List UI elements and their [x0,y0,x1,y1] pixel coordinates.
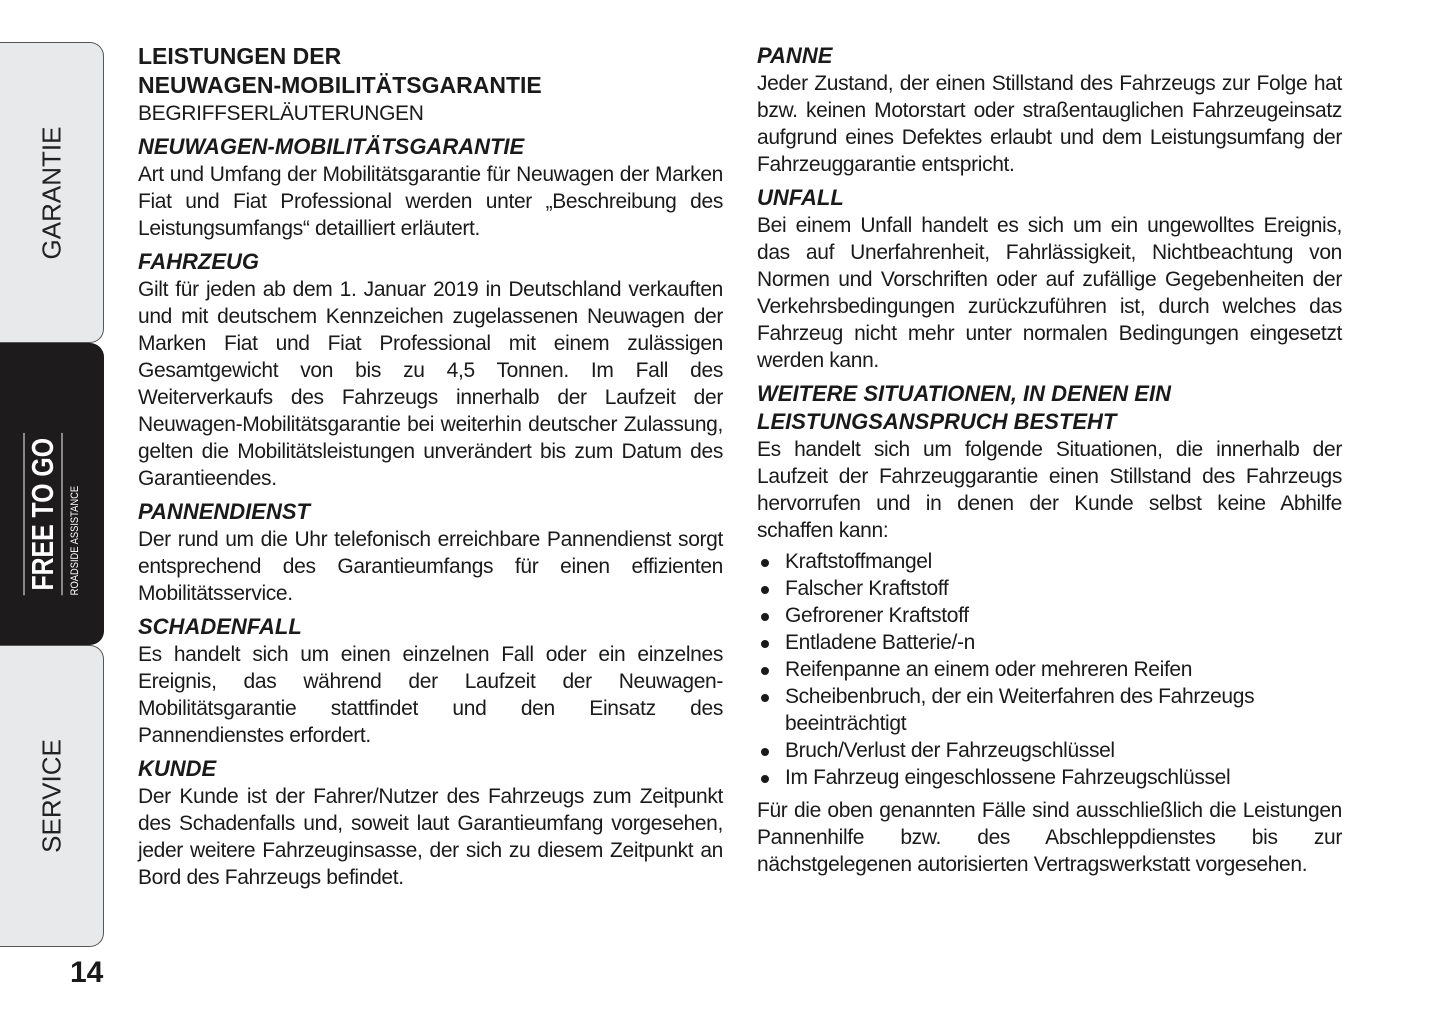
list-item: Falscher Kraftstoff [757,575,1342,602]
title-line-1: LEISTUNGEN DER [138,43,342,69]
situations-list [757,548,1342,791]
tab-free-to-go-label: FREE TO GO [23,433,63,595]
section-text: Der Kunde ist der Fahrer/Nutzer des Fahrzeugs zum Zeitpunkt des Schadenfalls und, soweit laut Garantieumfang vorgesehen, jeder weitere Fahrzeuginsasse, der sich zu diesem Zeitpunkt an Bord des Fahrzeugs befindet. [138,785,723,889]
right-column [757,42,1342,882]
title-line-2: NEUWAGEN-MOBILITÄTSGARANTIE [138,72,542,98]
situations-heading-2: LEISTUNGSANSPRUCH BESTEHT [757,409,1117,434]
list-item: Bruch/Verlust der Fahrzeugschlüssel [757,737,1342,764]
section-heading: SCHADENFALL [138,614,302,639]
tab-garantie-label: GARANTIE [36,126,67,259]
subtitle: BEGRIFFSERLÄUTERUNGEN [138,102,424,125]
situations-intro: Es handelt sich um folgende Situationen, die innerhalb der Laufzeit der Fahrzeuggarantie einen Stillstand des Fahrzeugs hervorrufen und in denen der Kunde selbst keine Abhilfe schaffen kann: [757,438,1342,542]
section-text: Gilt für jeden ab dem 1. Januar 2019 in Deutschland verkauften und mit deutschem Kennzeichen zugelassenen Neuwagen der Marken Fiat und Fiat Professional mit einem zulässigen Gesamtgewicht von bis zu 4,5 Tonnen. Im Fall des Weiterverkaufs des Fahrzeugs innerhalb der Laufzeit der Neuwagen-Mobilitätsgarantie bei weiterhin deutscher Zulassung, gelten die Mobilitätsleistungen unverändert bis zum Datum des Garantieendes. [138,278,723,490]
situations-heading-1: WEITERE SITUATIONEN, IN DENEN EIN [757,381,1171,406]
section-heading: FAHRZEUG [138,249,259,274]
situations-closing: Für die oben genannten Fälle sind ausschließlich die Leistungen Pannenhilfe bzw. des Abschleppdienstes bis zur nächstgelegenen autorisierten Vertragswerkstatt vorgesehen. [757,799,1342,876]
tab-service-label: SERVICE [36,739,67,853]
list-item: Scheibenbruch, der ein Weiterfahren des Fahrzeugs beeinträchtigt [757,683,1342,737]
section-text: Der rund um die Uhr telefonisch erreichbare Pannendienst sorgt entsprechend des Garantieumfangs für einen effizienten Mobilitätsservice. [138,528,723,605]
list-item: Gefrorener Kraftstoff [757,602,1342,629]
tab-free-to-go-sublabel: ROADSIDE ASSISTANCE [68,485,81,596]
list-item: Entladene Batterie/-n [757,629,1342,656]
section-heading: PANNENDIENST [138,499,310,524]
tab-service[interactable] [0,645,104,947]
list-item: Reifenpanne an einem oder mehreren Reifen [757,656,1342,683]
section-text: Es handelt sich um einen einzelnen Fall oder ein einzelnes Ereignis, das während der Laufzeit der Neuwagen-Mobilitätsgarantie stattfindet und den Einsatz des Pannendienstes erfordert. [138,643,723,747]
section-text: Jeder Zustand, der einen Stillstand des Fahrzeugs zur Folge hat bzw. keinen Motorstart oder straßentauglichen Fahrzeugeinsatz aufgrund eines Defektes erlaubt und dem Leistungsumfang der Fahrzeuggarantie entspricht. [757,72,1342,176]
section-heading: PANNE [757,43,833,68]
list-item: Im Fahrzeug eingeschlossene Fahrzeugschlüssel [757,764,1342,791]
list-item: Kraftstoffmangel [757,548,1342,575]
section-text: Bei einem Unfall handelt es sich um ein ungewolltes Ereignis, das auf Unerfahrenheit, Fahrlässigkeit, Nichtbeachtung von Normen und Vorschriften oder auf zufällige Gegebenheiten der Verkehrsbedingungen zurückzuführen ist, durch welches das Fahrzeug nicht mehr unter normalen Bedingungen eingesetzt werden kann. [757,214,1342,372]
tab-free-to-go[interactable] [0,343,104,645]
section-text: Art und Umfang der Mobilitätsgarantie für Neuwagen der Marken Fiat und Fiat Professional werden unter „Beschreibung des Leistungsumfangs“ detailliert erläutert. [138,163,723,240]
page-number: 14 [70,956,104,989]
tab-garantie[interactable] [0,42,104,343]
section-heading: UNFALL [757,185,844,210]
section-heading: NEUWAGEN-MOBILITÄTSGARANTIE [138,134,525,159]
section-heading: KUNDE [138,756,217,781]
left-column [138,42,723,895]
